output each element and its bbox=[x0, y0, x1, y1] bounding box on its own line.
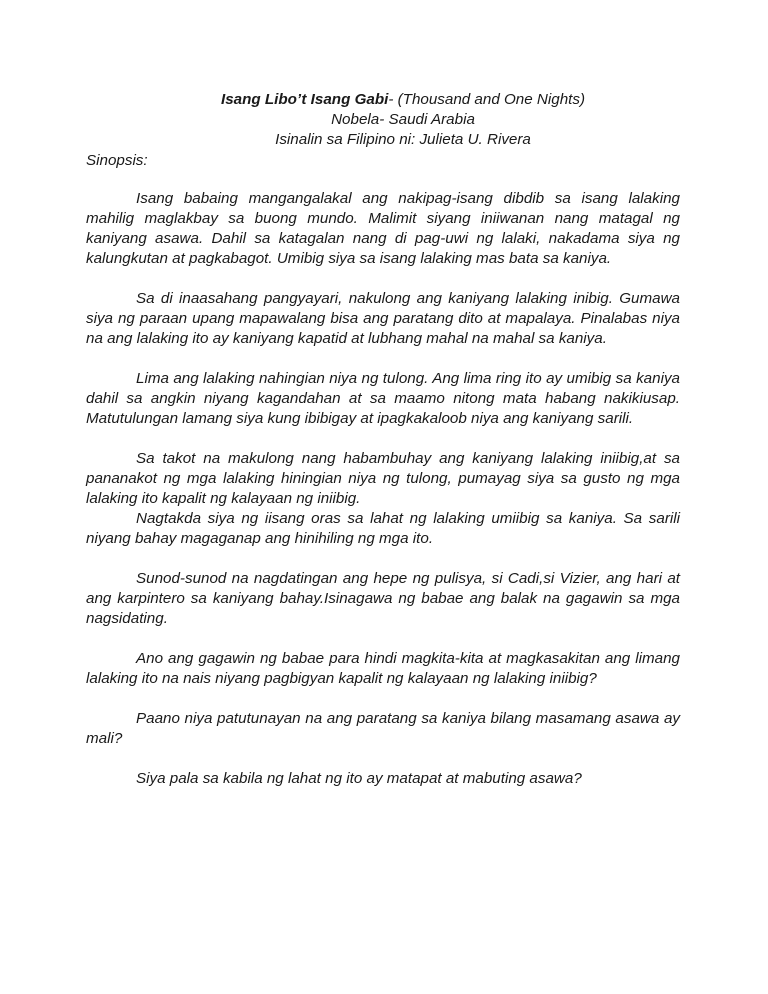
synopsis-label: Sinopsis: bbox=[86, 152, 148, 169]
document-page bbox=[86, 90, 680, 789]
paragraph-5: Nagtakda siya ng iisang oras sa lahat ng lalaking umiibig sa kaniya. Sa sarili niyang bahay magaganap ang hinihiling ng mga ito. bbox=[86, 510, 680, 547]
paragraph-4: Sa takot na makulong nang habambuhay ang kaniyang lalaking iniibig,at sa pananakot ng mga lalaking hiningian niya ng tulong, pumayag siya sa gusto ng mga lalaking ito kapalit ng kalayaan ng iniibig. bbox=[86, 450, 680, 507]
subtitle: Nobela- Saudi Arabia bbox=[331, 111, 475, 128]
title-line bbox=[106, 90, 700, 110]
title-bold: Isang Libo’t Isang Gabi bbox=[220, 91, 389, 108]
paragraph-7: Ano ang gagawin ng babae para hindi magkita-kita at magkasakitan ang limang lalaking ito na nais niyang pagbigyan kapalit ng kalayaan ng lalaking iniibig? bbox=[86, 650, 680, 687]
paragraph-1: Isang babaing mangangalakal ang nakipag-isang dibdib sa isang lalaking mahilig maglakbay sa buong mundo. Malimit siyang iniiwanan nang matagal ng kaniyang asawa. Dahil sa katagalan nang di pag-uwi ng lalaki, nakadama siya ng kalungkutan at pagkabagot. Umibig siya sa isang lalaking mas bata sa kaniya. bbox=[86, 190, 680, 267]
document-header bbox=[106, 90, 700, 150]
translator-line: Isinalin sa Filipino ni: Julieta U. Rivera bbox=[275, 131, 531, 148]
paragraph-8: Paano niya patutunayan na ang paratang sa kaniya bilang masamang asawa ay mali? bbox=[86, 710, 680, 747]
paragraph-6: Sunod-sunod na nagdatingan ang hepe ng pulisya, si Cadi,si Vizier, ang hari at ang karpintero sa kaniyang bahay.Isinagawa ng babae ang balak na gagawin sa mga nagsidating. bbox=[86, 570, 680, 627]
paragraph-9: Siya pala sa kabila ng lahat ng ito ay matapat at mabuting asawa? bbox=[136, 770, 582, 787]
paragraph-2: Sa di inaasahang pangyayari, nakulong ang kaniyang lalaking inibig. Gumawa siya ng paraan upang mapawalang bisa ang paratang dito at mapalaya. Pinalabas niya na ang lalaking ito ay kaniyang kapatid at lubhang mahal na mahal sa kaniya. bbox=[86, 290, 680, 347]
paragraph-3: Lima ang lalaking nahingian niya ng tulong. Ang lima ring ito ay umibig sa kaniya dahil sa angkin niyang kagandahan at sa maamo nitong mata habang nakikiusap. Matutulungan lamang siya kung ibibigay at ipagkakaloob niya ang kaniyang sarili. bbox=[86, 370, 680, 427]
title-rest: - (Thousand and One Nights) bbox=[388, 91, 586, 108]
